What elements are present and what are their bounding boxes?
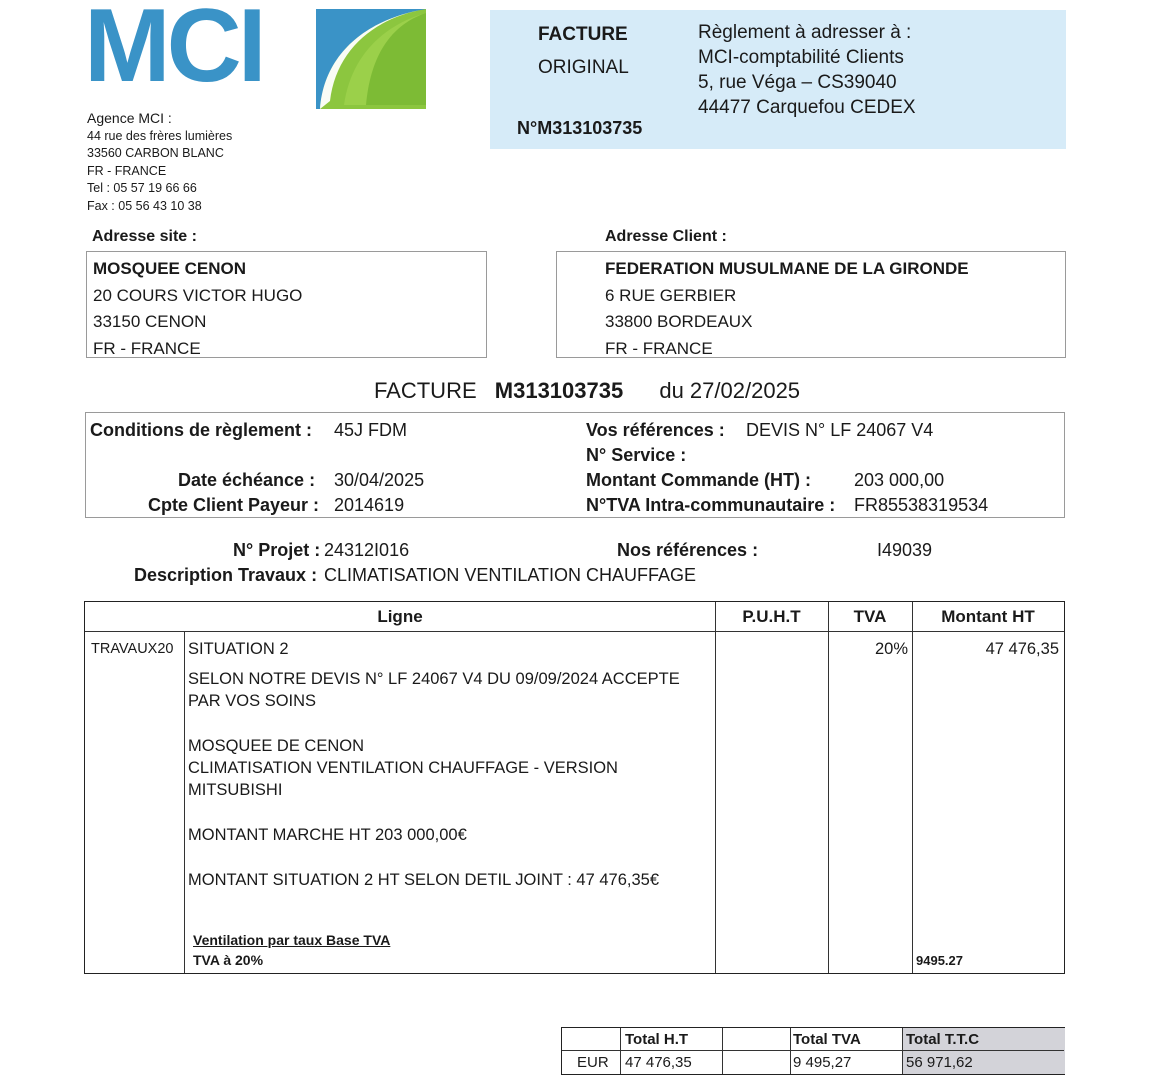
site-address-line: FR - FRANCE	[93, 338, 201, 358]
total-ttc-label: Total T.T.C	[906, 1031, 980, 1048]
doc-type: FACTURE	[538, 24, 628, 45]
mci-logo: MCI	[84, 0, 263, 104]
vat-breakdown-label: Ventilation par taux Base TVA	[193, 932, 391, 948]
client-address-line: 33800 BORDEAUX	[605, 312, 753, 331]
line-description: SELON NOTRE DEVIS N° LF 24067 V4 DU 09/09/2024 ACCEPTE	[188, 670, 680, 688]
client-address-box	[556, 251, 1066, 358]
service-label: N° Service :	[586, 445, 687, 465]
agency-line: 44 rue des frères lumières	[87, 128, 233, 143]
payment-address-line: 5, rue Véga – CS39040	[698, 72, 897, 93]
total-tva-label: Total TVA	[793, 1031, 861, 1048]
table-divider	[715, 602, 716, 973]
line-description: CLIMATISATION VENTILATION CHAUFFAGE - VERSION	[188, 759, 618, 777]
client-address-line: 6 RUE GERBIER	[605, 285, 737, 305]
payer-account-value: 2014619	[334, 495, 405, 515]
totals-divider	[722, 1028, 723, 1074]
column-header-amount: Montant HT	[941, 607, 1035, 626]
due-date-value: 30/04/2025	[334, 470, 425, 490]
agency-line: Tel : 05 57 19 66 66	[87, 181, 197, 195]
line-description: PAR VOS SOINS	[188, 692, 317, 710]
order-amount-label: Montant Commande (HT) :	[586, 470, 811, 490]
copy-type: ORIGINAL	[538, 57, 629, 78]
payment-terms-label: Conditions de règlement :	[90, 420, 313, 440]
our-refs-value: I49039	[877, 540, 933, 560]
project-value: 24312I016	[324, 540, 410, 560]
your-refs-value: DEVIS N° LF 24067 V4	[746, 420, 934, 440]
total-ht-value: 47 476,35	[625, 1054, 692, 1071]
work-description-label: Description Travaux :	[134, 565, 318, 585]
agency-line: 33560 CARBON BLANC	[87, 146, 224, 160]
line-amount-ht: 47 476,35	[985, 640, 1059, 658]
totals-divider	[790, 1028, 791, 1074]
column-header-vat: TVA	[853, 607, 887, 626]
totals-divider	[620, 1028, 621, 1074]
client-name: FEDERATION MUSULMANE DE LA GIRONDE	[605, 259, 969, 278]
column-header-unit-price: P.U.H.T	[742, 607, 801, 626]
vat-number-label: N°TVA Intra-communautaire :	[586, 495, 836, 515]
client-address-label: Adresse Client :	[605, 228, 727, 245]
vat-breakdown-rate: TVA à 20%	[193, 952, 264, 968]
client-address-line: FR - FRANCE	[605, 338, 713, 358]
invoice-number: N°M313103735	[517, 118, 643, 138]
invoice-title	[0, 378, 1174, 404]
line-vat-rate: 20%	[874, 640, 908, 658]
line-description: MONTANT SITUATION 2 HT SELON DETIL JOINT : 47 476,35€	[188, 871, 659, 889]
totals-table	[561, 1027, 1065, 1075]
our-refs-label: Nos références :	[617, 540, 759, 560]
totals-divider	[562, 1050, 1064, 1051]
site-name: MOSQUEE CENON	[93, 259, 247, 278]
project-label: N° Projet :	[233, 540, 321, 560]
order-amount-value: 203 000,00	[854, 470, 945, 490]
payment-terms-value: 45J FDM	[334, 420, 408, 440]
total-tva-value: 9 495,27	[793, 1054, 852, 1071]
payment-address-line: 44477 Carquefou CEDEX	[698, 97, 916, 118]
agency-line: Fax : 05 56 43 10 38	[87, 198, 202, 213]
your-refs-label: Vos références :	[586, 420, 725, 440]
table-divider	[184, 631, 185, 973]
agency-block	[87, 110, 232, 215]
site-address-line: 33150 CENON	[93, 312, 207, 331]
vat-number-value: FR85538319534	[854, 495, 989, 515]
totals-divider	[902, 1028, 903, 1074]
payer-account-label: Cpte Client Payeur :	[148, 495, 320, 515]
line-description: SITUATION 2	[188, 640, 289, 658]
total-ht-label: Total H.T	[625, 1031, 689, 1048]
due-date-label: Date échéance :	[178, 470, 316, 490]
site-address-box	[86, 251, 487, 358]
agency-line: FR - FRANCE	[87, 163, 167, 178]
line-code: TRAVAUX20	[91, 641, 174, 657]
line-description: MONTANT MARCHE HT 203 000,00€	[188, 826, 467, 844]
line-description: MITSUBISHI	[188, 781, 283, 799]
invoice-header-panel	[490, 10, 1066, 149]
invoice-lines-table	[84, 601, 1065, 974]
site-address-line: 20 COURS VICTOR HUGO	[93, 285, 303, 305]
payment-address-line: Règlement à adresser à :	[698, 22, 912, 43]
agency-title: Agence MCI :	[87, 110, 172, 126]
invoice-title-date: du 27/02/2025	[659, 378, 801, 403]
invoice-title-word: FACTURE	[373, 378, 477, 403]
vat-breakdown-amount: 9495.27	[916, 953, 963, 968]
leaf-logo-icon	[316, 9, 426, 109]
payment-address	[698, 20, 916, 120]
line-description: MOSQUEE DE CENON	[188, 737, 365, 755]
site-address-label: Adresse site :	[92, 228, 197, 245]
currency: EUR	[577, 1054, 609, 1071]
column-header-line: Ligne	[377, 607, 423, 626]
table-header-divider	[85, 631, 1064, 632]
work-description-value: CLIMATISATION VENTILATION CHAUFFAGE	[324, 565, 697, 585]
invoice-title-number: M313103735	[494, 378, 624, 403]
total-ttc-value: 56 971,62	[906, 1054, 973, 1071]
payment-address-line: MCI-comptabilité Clients	[698, 47, 904, 68]
